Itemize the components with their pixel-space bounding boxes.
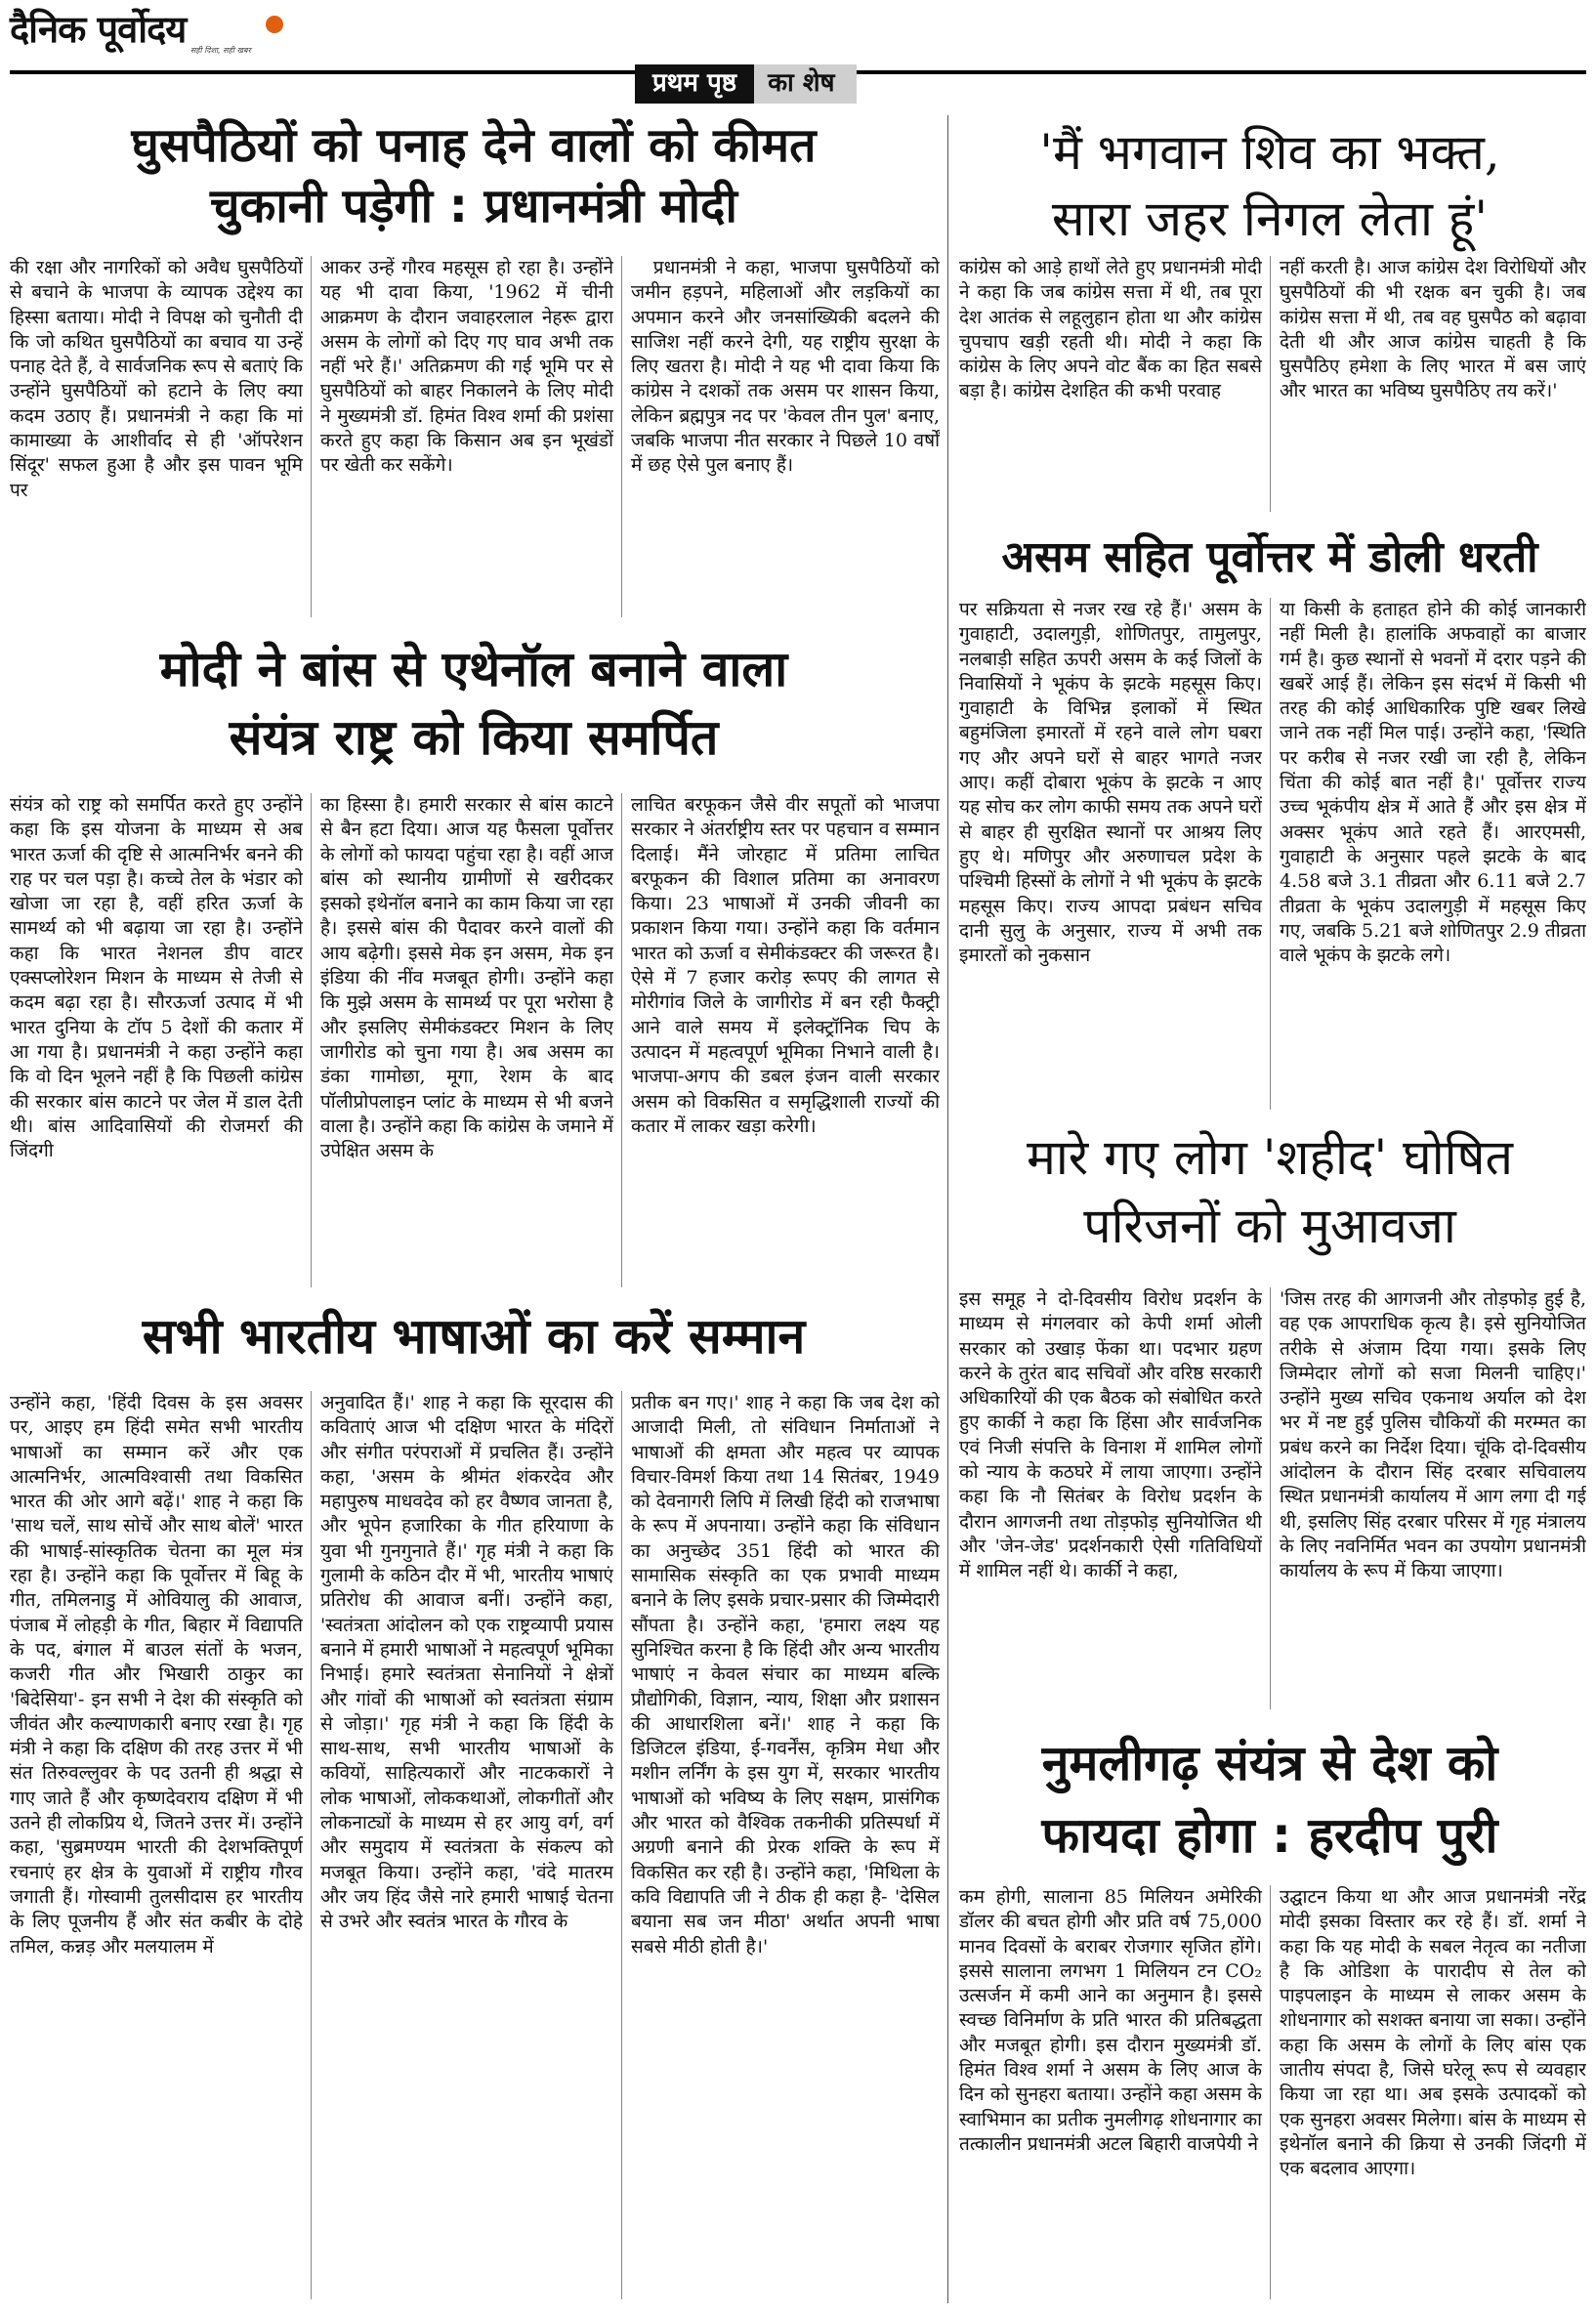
column-divider (621, 1391, 622, 2299)
story3-headline: असम सहित पूर्वोत्तर में डोली धरती (1001, 532, 1538, 582)
story6-col3-text: प्रतीक बन गए।' शाह ने कहा कि जब देश को आजादी मिली, तो संविधान निर्माताओं ने भाषाओं की क्षमता और महत्व पर व्यापक विचार-विमर्श किया तथा 14 सितंबर, 1949 को देवनागरी लिपि में लिखी हिंदी को राजभाषा के रूप में अपनाया। उन्होंने कहा कि संविधान का अनुच्छेद 351 हिंदी को भारत की सामासिक संस्कृति का एक प्रभावी माध्यम बनाने के लिए इसके प्रचार-प्रसार की जिम्मेदारी सौंपता है। उन्होंने कहा, 'हमारा लक्ष्य यह सुनिश्चित करना है कि हिंदी और अन्य भारतीय भाषाएं न केवल संचार का माध्यम बल्कि प्रौद्योगिकी, विज्ञान, न्याय, शिक्षा और प्रशासन की आधारशिला बनें।' शाह ने कहा कि डिजिटल इंडिया, ई-गवर्नेंस, कृत्रिम मेधा और मशीन लर्निंग के इस युग में, सरकार भारतीय भाषाओं को भविष्य के लिए सक्षम, प्रासंगिक और भारत को वैश्विक तकनीकी प्रतिस्पर्धा में अग्रणी बनाने की प्रेरक शक्ति के रूप में विकसित कर रही है। उन्होंने कहा, 'मिथिला के कवि विद्यापति जी ने ठीक ही कहा है- 'देसिल बयाना सब जन मीठा' अर्थात अपनी भाषा सबसे मीठी होती है।' (631, 1392, 940, 1957)
story2-col2-text: नहीं करती है। आज कांग्रेस देश विरोधियों और घुसपैठियों की भी रक्षक बन चुकी है। जब कांग्रेस सत्ता में थी, तब वह घुसपैठ को बढ़ावा देती थी और आज कांग्रेस चाहती है कि घुसपैठिए हमेशा के लिए भारत में बस जाएं और भारत का भविष्य घुसपैठिए तय करें।' (1280, 257, 1586, 402)
story5-headline-line1: मारे गए लोग 'शहीद' घोषित (1026, 1129, 1514, 1186)
story7-headline-line1: नुमलीगढ़ संयंत्र से देश को (1041, 1735, 1498, 1791)
column-divider (1270, 256, 1271, 512)
story2-headline (952, 119, 1587, 252)
column-divider (311, 793, 312, 1287)
story1-col1 (10, 256, 303, 623)
column-divider (311, 256, 312, 617)
story7-col2-text: उद्घाटन किया था और आज प्रधानमंत्री नरेंद्र मोदी इसका विस्तार कर रहे हैं। डॉ. शर्मा ने कहा कि यह मोदी के सबल नेतृत्व का नतीजा है कि ओडिशा के पारादीप से तेल को पाइपलाइन के माध्यम से लाकर असम के शोधनागार को सशक्त बनाया जा सका। उन्होंने कहा कि असम के लोगों के लिए बांस एक जातीय संपदा है, जिसे घरेलू रूप से व्यवहार किया जा रहा था। अब इसके उत्पादकों को एक सुनहरा अवसर मिलेगा। बांस के माध्यम से इथेनॉल बनाने की क्रिया से उनकी जिंदगी में एक बदलाव आएगा। (1280, 1886, 1586, 2180)
story1-col2-text: आकर उन्हें गौरव महसूस हो रहा है। उन्होंने यह भी दावा किया, '1962 में चीनी आक्रमण के दौरान जवाहरलाल नेहरू द्वारा असम के लोगों को दिए गए घाव अभी तक नहीं भरे हैं।' अतिक्रमण की गई भूमि पर से घुसपैठियों को बाहर निकालने के लिए मोदी ने मुख्यमंत्री डॉ. हिमंत विश्व शर्मा की प्रशंसा करते हुए कहा कि किसान अब इन भूखंडों पर खेती कर सकेंगे। (320, 257, 613, 477)
story1-headline-line2: चुकानी पड़ेगी : प्रधानमंत्री मोदी (210, 179, 737, 233)
story6-col1-text: उन्होंने कहा, 'हिंदी दिवस के इस अवसर पर, आइए हम हिंदी समेत सभी भारतीय भाषाओं का सम्मान करें और एक आत्मनिर्भर, आत्मविश्वासी तथा विकसित भारत की ओर आगे बढ़ें।' शाह ने कहा कि 'साथ चलें, साथ सोचें और साथ बोलें' भारत की भाषाई-सांस्कृतिक चेतना का मूल मंत्र रहा है। उन्होंने कहा कि पूर्वोत्तर में बिहू के गीत, तमिलनाडु में ओवियालु की आवाज, पंजाब में लोहड़ी के गीत, बिहार में विद्यापति के पद, बंगाल में बाउल संतों के भजन, कजरी गीत और भिखारी ठाकुर का 'बिदेसिया'- इन सभी ने देश की संस्कृति को जीवंत और कल्याणकारी बनाए रखा है। गृह मंत्री ने कहा कि दक्षिण की तरह उत्तर में भी संत तिरुवल्लुवर के पद उतनी ही श्रद्धा से गाए जाते हैं और कृष्णदेवराय दक्षिण में भी उतने ही लोकप्रिय थे, जितने उत्तर में। उन्होंने कहा, 'सुब्रमण्यम भारती की देशभक्तिपूर्ण रचनाएं हर क्षेत्र के युवाओं में राष्ट्रीय गौरव जगाती हैं। गोस्वामी तुलसीदास हर भारतीय के लिए पूजनीय हैं और संत कबीर के दोहे तमिल, कन्नड़ और मलयालम में (10, 1392, 303, 1957)
story7-col1 (959, 1885, 1262, 2305)
story1-col1-text: की रक्षा और नागरिकों को अवैध घुसपैठियों से बचाने के भाजपा के व्यापक उद्देश्य का हिस्सा बताया। मोदी ने विपक्ष को चुनौती दी कि जो कथित घुसपैठियों का बचाव या उन्हें पनाह देते हैं, वे सार्वजनिक रूप से बताएं कि उन्होंने घुसपैठियों को हटाने के लिए क्या कदम उठाए हैं। प्रधानमंत्री ने कहा कि मां कामाख्या के आशीर्वाद से ही 'ऑपरेशन सिंदूर' सफल हुआ है और इस पावन भूमि पर (10, 257, 303, 501)
story3-col2-text: या किसी के हताहत होने की कोई जानकारी नहीं मिली है। हालांकि अफवाहों का बाजार गर्म है। कुछ स्थानों से भवनों में दरार पड़ने की खबरें आई हैं। लेकिन इस संदर्भ में किसी भी तरह की कोई आधिकारिक पुष्टि खबर लिखे जाने तक नहीं मिल पाई। उन्होंने कहा, 'स्थिति पर करीब से नजर रखी जा रही है, लेकिन चिंता की कोई बात नहीं है।' पूर्वोत्तर राज्य उच्च भूकंपीय क्षेत्र में आते हैं और इस क्षेत्र में अक्सर भूकंप आते रहते हैं। आरएमसी, गुवाहाटी के अनुसार पहले झटके के बाद 4.58 बजे 3.1 तीव्रता और 6.11 बजे 2.7 तीव्रता के भूकंप उदालगुड़ी में महसूस किए गए, जबकि 5.21 बजे शोणितपुर 2.9 तीव्रता वाले भूकंप के झटके लगे। (1280, 599, 1586, 967)
brand-name: दैनिक पूर्वोदय (10, 8, 187, 51)
story5-col2 (1280, 1287, 1586, 1713)
story4-headline-line2: संयंत्र राष्ट्र को किया समर्पित (229, 709, 719, 766)
story1-col3-text: प्रधानमंत्री ने कहा, भाजपा घुसपैठियों को जमीन हड़पने, महिलाओं और लड़कियों का अपमान करने और जनसांख्यिकी बदलने की साजिश नहीं करने देगी, यह राष्ट्रीय सुरक्षा के लिए खतरा है। मोदी ने यह भी दावा किया कि कांग्रेस ने दशकों तक असम पर शासन किया, लेकिन ब्रह्मपुत्र नद पर 'केवल तीन पुल' बनाए, जबकि भाजपा नीत सरकार ने पिछले 10 वर्षों में छह ऐसे पुल बनाए हैं। (631, 257, 940, 477)
story2-headline-line1: 'मैं भगवान शिव का भक्त, (1039, 124, 1500, 181)
story4-headline-line1: मोदी ने बांस से एथेनॉल बनाने वाला (159, 641, 788, 697)
story6-col2-text: अनुवादित हैं।' शाह ने कहा कि सूरदास की कविताएं आज भी दक्षिण भारत के मंदिरों और संगीत परंपराओं में प्रचलित हैं। उन्होंने कहा, 'असम के श्रीमंत शंकरदेव और महापुरुष माधवदेव को हर वैष्णव जानता है, और भूपेन हजारिका के गीत हरियाणा के युवा भी गुनगुनाते हैं।' गृह मंत्री ने कहा कि गुलामी के कठिन दौर में भी, भारतीय भाषाएं प्रतिरोध की आवाज बनीं। उन्होंने कहा, 'स्वतंत्रता आंदोलन को एक राष्ट्रव्यापी प्रयास बनाने में हमारी भाषाओं ने महत्वपूर्ण भूमिका निभाई। हमारे स्वतंत्रता सेनानियों ने क्षेत्रों और गांवों की भाषाओं को स्वतंत्रता संग्राम से जोड़ा।' गृह मंत्री ने कहा कि हिंदी के साथ-साथ, सभी भारतीय भाषाओं के कवियों, साहित्यकारों और नाटककारों ने लोक भाषाओं, लोककथाओं, लोकगीतों और लोकनाट्यों के माध्यम से हर आयु वर्ग, वर्ग और समुदाय में स्वतंत्रता के संकल्प को मजबूत किया। उन्होंने कहा, 'वंदे मातरम और जय हिंद जैसे नारे हमारी भाषाई चेतना से उभरे और स्वतंत्र भारत के गौरव के (320, 1392, 613, 1933)
story7-headline-line2: फायदा होगा : हरदीप पुरी (1041, 1807, 1498, 1864)
column-divider (1270, 1287, 1271, 1709)
story5-headline (952, 1123, 1587, 1260)
story7-col2 (1280, 1885, 1586, 2305)
column-divider (621, 256, 622, 617)
story2-col1 (959, 256, 1262, 516)
story4-col3-text: लाचित बरफूकन जैसे वीर सपूतों को भाजपा सरकार ने अंतर्राष्ट्रीय स्तर पर पहचान व सम्मान दिलाई। मैंने जोरहाट में प्रतिमा लाचित बरफूकन की विशाल प्रतिमा का अनावरण किया। 23 भाषाओं में उनकी जीवनी का प्रकाशन किया गया। उन्होंने कहा कि वर्तमान भारत को ऊर्जा व सेमीकंडक्टर की जरूरत है। ऐसे में 7 हजार करोड़ रूपए की लागत से मोरीगांव जिले के जागीरोड में बन रही फैक्ट्री आने वाले समय में इलेक्ट्रॉनिक चिप के उत्पादन में महत्वपूर्ण भूमिका निभाने वाली है। भाजपा-अगप की डबल इंजन वाली सरकार असम को विकसित व समृद्धिशाली राज्यों की कतार में लाकर खड़ा करेगी। (631, 794, 940, 1137)
story5-col2-text: 'जिस तरह की आगजनी और तोड़फोड़ हुई है, वह एक आपराधिक कृत्य है। इसे सुनियोजित तरीके से अंजाम दिया गया। इसके लिए जिम्मेदार लोगों को सजा मिलनी चाहिए।' उन्होंने मुख्य सचिव एकनाथ अर्याल को देश भर में नष्ट हुई पुलिस चौकियों की मरम्मत का प्रबंध करने का निर्देश दिया। चूंकि दो-दिवसीय आंदोलन के दौरान सिंह दरबार सचिवालय स्थित प्रधानमंत्री कार्यालय में आग लगा दी गई थी, इसलिए सिंह दरबार परिसर में गृह मंत्रालय के लिए नवनिर्मित भवन का उपयोग प्रधानमंत्री कार्यालय के रूप में किया जाएगा। (1280, 1288, 1586, 1582)
story2-col2 (1280, 256, 1586, 516)
story6-col1 (10, 1391, 303, 2305)
story6-col3 (631, 1391, 940, 2305)
story5-col1-text: इस समूह ने दो-दिवसीय विरोध प्रदर्शन के माध्यम से मंगलवार को केपी शर्मा ओली सरकार को उखाड़ फेंका था। पदभार ग्रहण करने के तुरंत बाद सचिवों और वरिष्ठ सरकारी अधिकारियों की एक बैठक को संबोधित करते हुए कार्की ने कहा कि हिंसा और सार्वजनिक एवं निजी संपत्ति के विनाश में शामिल लोगों को न्याय के कठघरे में लाया जाएगा। उन्होंने कहा कि नौ सितंबर के विरोध प्रदर्शन के दौरान आगजनी तथा तोड़फोड़ सुनियोजित थी और 'जेन-जेड' प्रदर्शनकारी ऐसी गतिविधियों में शामिल नहीं थे। कार्की ने कहा, (959, 1288, 1262, 1582)
page-continuation-tab (635, 64, 857, 104)
column-divider (311, 1391, 312, 2299)
story6-headline: सभी भारतीय भाषाओं का करें सम्मान (142, 1308, 806, 1365)
newspaper-logo (10, 8, 303, 63)
story4-headline (5, 635, 943, 772)
column-divider (621, 793, 622, 1287)
story2-col1-text: कांग्रेस को आड़े हाथों लेते हुए प्रधानमंत्री मोदी ने कहा कि जब कांग्रेस सत्ता में थी, तब पूरा देश आतंक से लहूलुहान होता था और कांग्रेस चुपचाप खड़ी रहती थी। मोदी ने कहा कि कांग्रेस के लिए अपने वोट बैंक का हित सबसे बड़ा है। कांग्रेस देशहित की कभी परवाह (959, 257, 1262, 402)
tab-label: प्रथम पृष्ठ (635, 64, 754, 104)
masthead (10, 8, 1586, 68)
story1-col2 (320, 256, 613, 623)
story3-col1 (959, 598, 1262, 1115)
story1-headline-line1: घुसपैठियों को पनाह देने वालों को कीमत (131, 118, 817, 173)
story7-headline (952, 1727, 1587, 1872)
story5-headline-line2: परिजनों को मुआवजा (1083, 1198, 1456, 1254)
story6-col2 (320, 1391, 613, 2305)
story3-col2 (1280, 598, 1586, 1115)
brand-tagline: सही दिशा, सही खबर (190, 46, 251, 55)
logo-sun-icon (266, 16, 283, 33)
column-divider (1270, 598, 1271, 1110)
tab-suffix: का शेष (754, 64, 856, 104)
section-divider (947, 115, 948, 2303)
story7-col1-text: कम होगी, सालाना 85 मिलियन अमेरिकी डॉलर की बचत होगी और प्रति वर्ष 75,000 मानव दिवसों के बराबर रोजगार सृजित होंगे। इससे सालाना लगभग 1 मिलियन टन CO₂ उत्सर्जन में कमी आने का अनुमान है। इससे स्वच्छ विनिर्माण के प्रति भारत की प्रतिबद्धता और मजबूत होगी। इस दौरान मुख्यमंत्री डॉ. हिमंत विश्व शर्मा ने असम के लिए आज के दिन को सुनहरा बताया। उन्होंने कहा असम के स्वाभिमान का प्रतीक नुमलीगढ़ शोधनागार का तत्कालीन प्रधानमंत्री अटल बिहारी वाजपेयी ने (959, 1886, 1262, 2155)
story5-col1 (959, 1287, 1262, 1713)
story4-col1 (10, 793, 303, 1291)
story3-col1-text: पर सक्रियता से नजर रख रहे हैं।' असम के गुवाहाटी, उदालगुड़ी, शोणितपुर, तामुलपुर, नलबाड़ी सहित ऊपरी असम के कई जिलों के निवासियों ने भूकंप के झटके महसूस किए। गुवाहाटी के विभिन्न इलाकों में स्थित बहुमंजिला इमारतों में रहने वाले लोग घबरा गए और अपने घरों से बाहर भागते नजर आए। कहीं दोबारा भूकंप के झटके न आए यह सोच कर लोग काफी समय तक अपने घरों से बाहर ही सुरक्षित स्थानों पर आश्रय लिए हुए थे। मणिपुर और अरुणाचल प्रदेश के पश्चिमी हिस्सों के लोगों ने भी भूकंप के झटके महसूस किए। राज्य आपदा प्रबंधन सचिव दानी सुलु के अनुसार, राज्य में अभी तक इमारतों को नुकसान (959, 599, 1262, 967)
column-divider (1270, 1885, 1271, 2299)
story1-col3 (631, 256, 940, 623)
story4-col2 (320, 793, 613, 1291)
story4-col3 (631, 793, 940, 1291)
story1-headline (5, 115, 943, 236)
story4-col1-text: संयंत्र को राष्ट्र को समर्पित करते हुए उन्होंने कहा कि इस योजना के माध्यम से अब भारत ऊर्जा की दृष्टि से आत्मनिर्भर बनने की राह पर चल पड़ा है। कच्चे तेल के भंडार को खोजा जा रहा है, वहीं हरित ऊर्जा के सामर्थ्य को भी बढ़ाया जा रहा है। उन्होंने कहा कि भारत नेशनल डीप वाटर एक्सप्लोरेशन मिशन के माध्यम से तेजी से कदम बढ़ा रहा है। सौरऊर्जा उत्पाद में भी भारत दुनिया के टॉप 5 देशों की कतार में आ गया है। प्रधानमंत्री ने कहा उन्होंने कहा कि वो दिन भूलने नहीं है कि पिछली कांग्रेस की सरकार बांस काटने पर जेल में डाल देती थी। बांस आदिवासियों की रोजमर्रा की जिंदगी (10, 794, 303, 1162)
story4-col2-text: का हिस्सा है। हमारी सरकार से बांस काटने से बैन हटा दिया। आज यह फैसला पूर्वोत्तर के लोगों को फायदा पहुंचा रहा है। वहीं आज बांस को स्थानीय ग्रामीणों से खरीदकर इसको इथेनॉल बनाने का काम किया जा रहा है। इससे बांस की पैदावर करने वालों की आय बढ़ेगी। इससे मेक इन असम, मेक इन इंडिया की नींव मजबूत होगी। उन्होंने कहा कि मुझे असम के सामर्थ्य पर पूरा भरोसा है और इसलिए सेमीकंडक्टर मिशन के लिए जागीरोड को चुना गया है। अब असम का डंका गामोछा, मूगा, रेशम के बाद पॉलीप्रोपलाइन प्लांट के माध्यम से भी बजने वाला है। उन्होंने कहा कि कांग्रेस के जमाने में उपेक्षित असम के (320, 794, 613, 1162)
story2-headline-line2: सारा जहर निगल लेता हूं' (1051, 190, 1489, 247)
